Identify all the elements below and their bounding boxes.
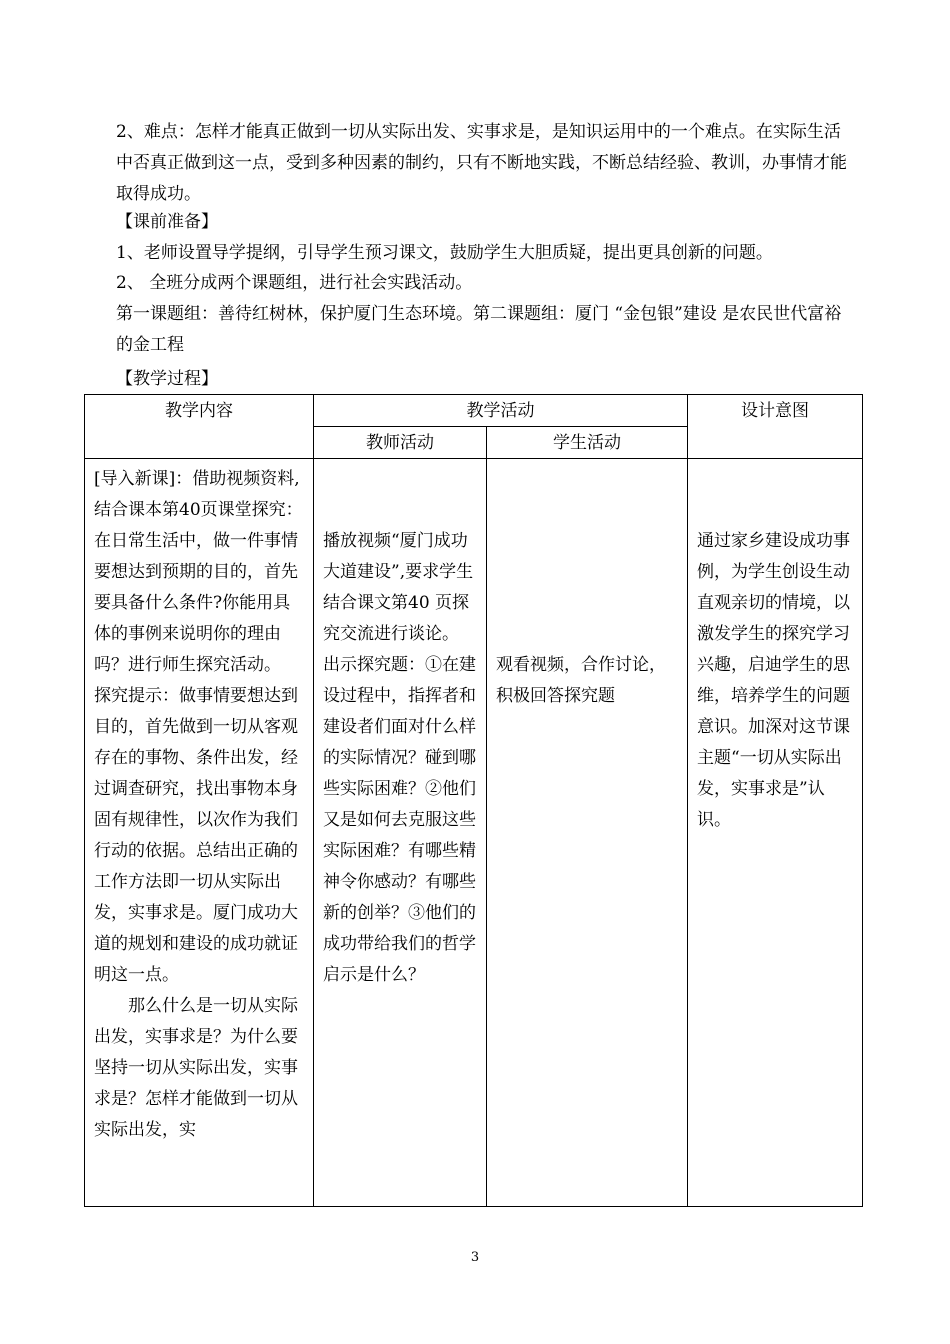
header-design: 设计意图 — [688, 395, 863, 459]
table-row — [85, 459, 863, 1207]
teacher-cell — [314, 459, 487, 1207]
groups-paragraph — [116, 299, 844, 361]
process-heading: 【教学过程】 — [116, 369, 218, 389]
header-activity: 教学活动 — [314, 395, 688, 427]
groups-text: 第一课题组：善待红树林，保护厦门生态环境。第二课题组：厦门 “金包银”建设 是农民世代富裕的金工程 — [116, 304, 842, 355]
design-intent: 通过家乡建设成功事例，为学生创设生动直观亲切的情境，以激发学生的探究学习兴趣，启迪学生的思维，培养学生的问题意识。加深对这节课主题“一切从实际出发，实事求是”认识。 — [697, 531, 850, 830]
header-student: 学生活动 — [487, 427, 688, 459]
teacher-video: 播放视频“厦门成功大道建设”,要求学生结合课文第40 页探究交流进行谈论。 — [323, 531, 474, 644]
content-question: 那么什么是一切从实际出发，实事求是？为什么要坚持一切从实际出发，实事求是？怎样才能做到一切从实际出发，实 — [94, 996, 298, 1140]
page-number: 3 — [470, 1250, 480, 1265]
content-intro: [导入新课]：借助视频资料,结合课本第40页课堂探究：在日常生活中，做一件事情要想达到预期的目的，首先要具备什么条件?你能用具体的事例来说明你的理由吗？进行师生探究活动。 — [94, 469, 303, 675]
table-header-row — [85, 395, 863, 427]
prep-item-2: 2、 全班分成两个课题组，进行社会实践活动。 — [116, 273, 473, 293]
prep-item-1: 1、老师设置导学提纲，引导学生预习课文，鼓励学生大胆质疑，提出更具创新的问题。 — [116, 243, 773, 263]
design-cell — [688, 459, 863, 1207]
header-teacher: 教师活动 — [314, 427, 487, 459]
student-activity: 观看视频，合作讨论，积极回答探究题 — [496, 655, 666, 706]
difficulty-paragraph — [116, 117, 856, 210]
prep-heading: 【课前准备】 — [116, 212, 218, 232]
lesson-table — [84, 394, 863, 1207]
teacher-questions: 出示探究题：①在建设过程中，指挥者和建设者们面对什么样的实际情况？碰到哪些实际困难？②他们又是如何去克服这些实际困难？有哪些精神令你感动？有哪些新的创举？③他们的成功带给我们的哲学启示是什么？ — [323, 655, 476, 985]
content-hint: 探究提示：做事情要想达到目的，首先做到一切从客观存在的事物、条件出发，经过调查研究，找出事物本身固有规律性，以次作为我们行动的依据。总结出正确的工作方法即一切从实际出发，实事求是。厦门成功大道的规划和建设的成功就证明这一点。 — [94, 686, 298, 985]
difficulty-text: 2、难点：怎样才能真正做到一切从实际出发、实事求是，是知识运用中的一个难点。在实际生活中否真正做到这一点，受到多种因素的制约，只有不断地实践，不断总结经验、教训，办事情才能取得成功。 — [116, 122, 847, 204]
content-cell — [85, 459, 314, 1207]
header-content: 教学内容 — [85, 395, 314, 459]
student-cell — [487, 459, 688, 1207]
